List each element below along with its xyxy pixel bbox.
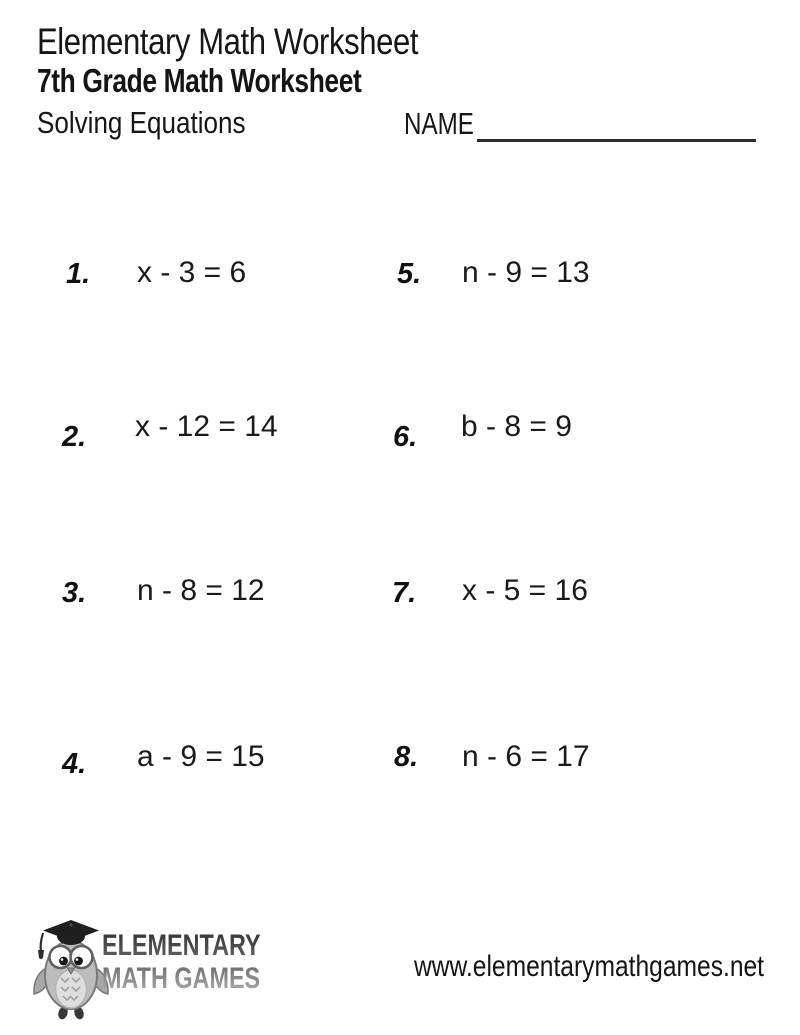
owl-graduation-cap-icon [30, 918, 110, 1020]
problem-number: 8. [394, 741, 419, 773]
problem-equation: b - 8 = 9 [461, 410, 572, 443]
website-url: www.elementarymathgames.net [414, 950, 765, 983]
problem-number: 5. [397, 258, 422, 290]
problem-equation: n - 9 = 13 [462, 256, 590, 289]
problem-number: 6. [393, 421, 418, 453]
problem-equation: x - 3 = 6 [137, 256, 247, 289]
problem-equation: n - 8 = 12 [137, 574, 265, 607]
problem-number: 4. [62, 748, 87, 780]
site-logo [30, 918, 260, 1020]
problem-number: 3. [62, 577, 87, 609]
logo-text-line1: ELEMENTARY [102, 929, 261, 962]
name-blank-line [477, 139, 756, 142]
logo-text-line2: MATH GAMES [102, 962, 261, 995]
problem-number: 1. [66, 258, 91, 290]
name-label: NAME [404, 106, 474, 141]
logo-text [102, 929, 261, 995]
worksheet-topic: Solving Equations [37, 105, 246, 140]
problem-equation: x - 12 = 14 [135, 410, 278, 443]
page-title: Elementary Math Worksheet [37, 21, 419, 62]
page-subtitle: 7th Grade Math Worksheet [37, 62, 362, 99]
problem-number: 7. [392, 577, 417, 609]
problem-equation: x - 5 = 16 [462, 574, 588, 607]
problem-equation: a - 9 = 15 [137, 740, 265, 773]
problem-number: 2. [62, 421, 87, 453]
problem-equation: n - 6 = 17 [462, 740, 590, 773]
